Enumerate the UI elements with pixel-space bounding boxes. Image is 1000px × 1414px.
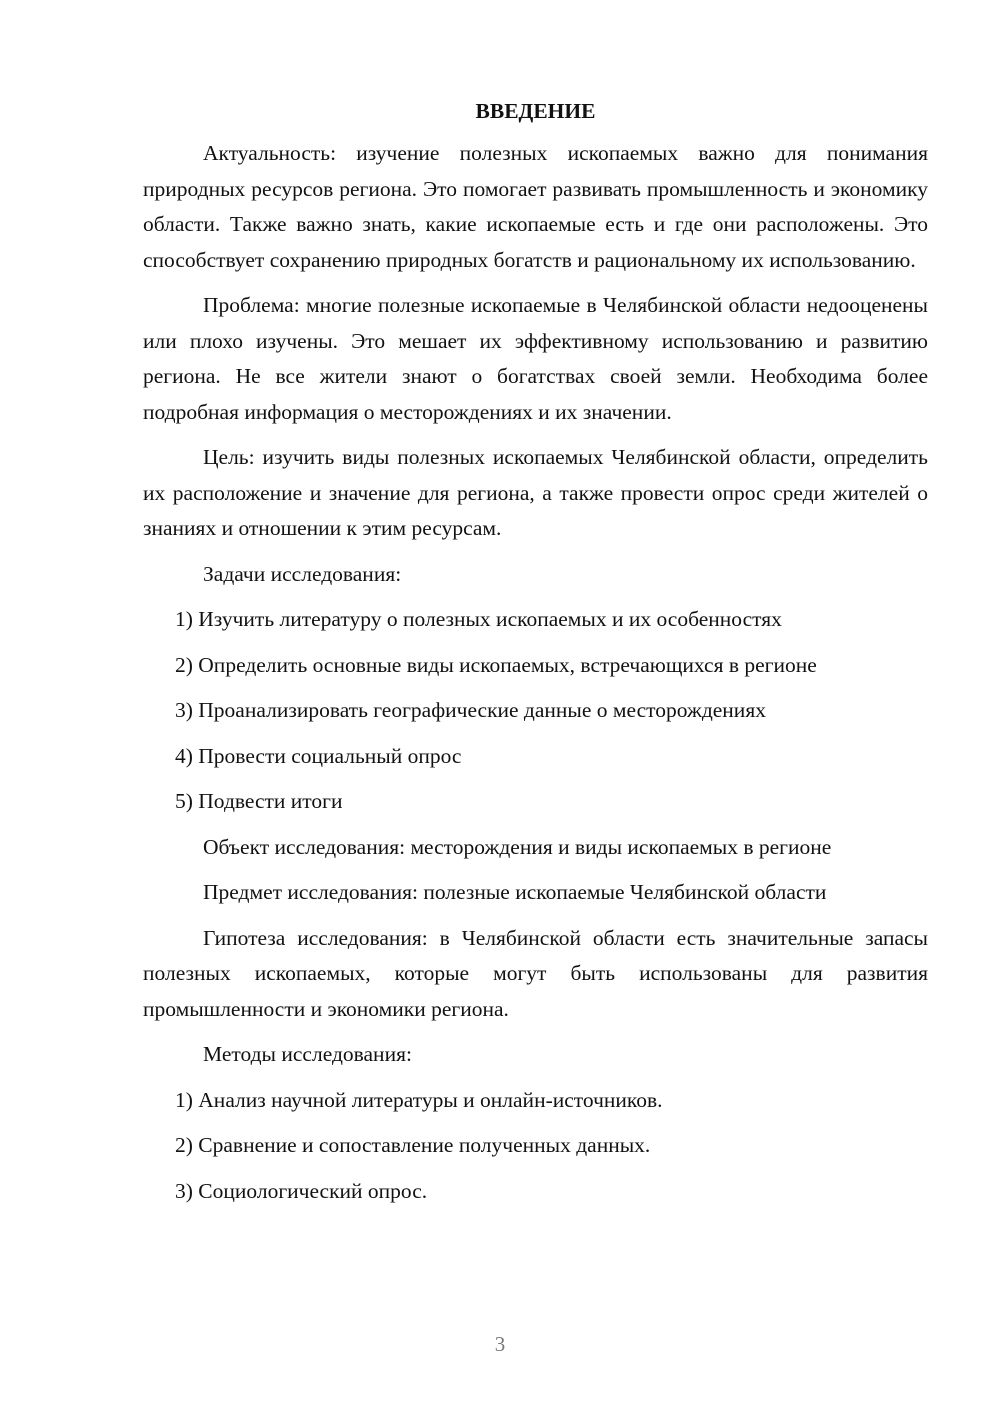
- research-object: Объект исследования: месторождения и виды ископаемых в регионе: [203, 834, 832, 859]
- task-item: 5) Подвести итоги: [175, 789, 343, 813]
- method-item: 3) Социологический опрос.: [175, 1178, 428, 1203]
- methods-heading: Методы исследования:: [203, 1042, 412, 1066]
- research-subject: Предмет исследования: полезные ископаемые Челябинской области: [203, 880, 827, 904]
- relevance-paragraph: Актуальность: изучение полезных ископаемых важно для понимания природных ресурсов региона. Это помогает развивать промышленность и экономику области. Также важно знать, какие ископаемые есть и где они расположены. Это способствует сохранению природных богатств и рациональному их использованию.: [143, 141, 928, 272]
- task-item: 4) Провести социальный опрос: [175, 743, 462, 768]
- task-item: 1) Изучить литературу о полезных ископаемых и их особенностях: [175, 607, 782, 631]
- method-item: 2) Сравнение и сопоставление полученных данных.: [175, 1133, 651, 1157]
- section-heading: ВВЕДЕНИЕ: [475, 99, 596, 123]
- goal-paragraph: Цель: изучить виды полезных ископаемых Челябинской области, определить их расположение и значение для региона, а также провести опрос среди жителей о знаниях и отношении к этим ресурсам.: [143, 445, 928, 540]
- problem-paragraph: Проблема: многие полезные ископаемые в Челябинской области недооценены или плохо изучены. Это мешает их эффективному использованию и развитию региона. Не все жители знают о богатствах своей земли. Необходима более подробная информация о месторождениях и их значении.: [143, 293, 928, 424]
- page-number: 3: [494, 1332, 506, 1356]
- methods-list: [143, 1083, 928, 1210]
- method-item: 1) Анализ научной литературы и онлайн-источников.: [175, 1087, 663, 1112]
- tasks-heading: Задачи исследования:: [203, 561, 402, 586]
- hypothesis-paragraph: Гипотеза исследования: в Челябинской области есть значительные запасы полезных ископаемых, которые могут быть использованы для развития промышленности и экономики региона.: [143, 925, 928, 1021]
- document-page: [143, 92, 928, 1219]
- tasks-list: [143, 602, 928, 820]
- task-item: 3) Проанализировать географические данные о месторождениях: [175, 698, 766, 722]
- task-item: 2) Определить основные виды ископаемых, встречающихся в регионе: [175, 652, 817, 677]
